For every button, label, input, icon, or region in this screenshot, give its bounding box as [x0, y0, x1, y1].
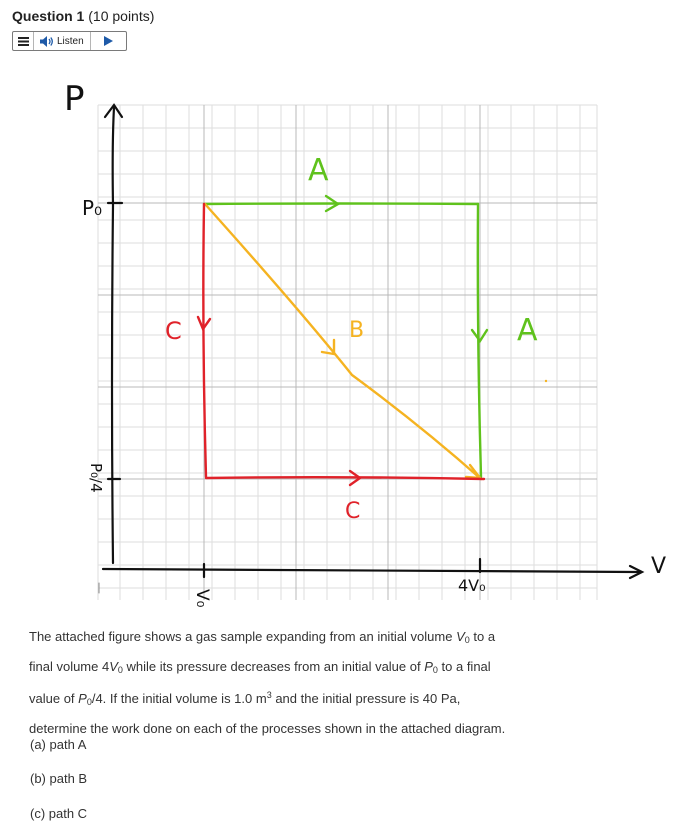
path-b-label: B [349, 318, 365, 343]
part-b-label: (b) path B [30, 771, 88, 786]
question-title [12, 8, 154, 24]
question-number: Question 1 [12, 8, 85, 24]
question-points: (10 points) [88, 8, 155, 24]
p0-label: P₀ [82, 196, 103, 220]
path-c-bottom-label: C [345, 499, 361, 524]
path-a [204, 196, 487, 477]
part-a-label: (a) path A [30, 737, 87, 752]
v0-label: V₀ [192, 589, 212, 608]
menu-button[interactable] [13, 32, 34, 50]
menu-icon [18, 37, 29, 46]
problem-line-2: final volume $4V_0$ while its pressure decreases from an initial value of $P_0$ to a final [29, 658, 491, 675]
play-button[interactable] [91, 32, 126, 50]
listen-toolbar [12, 31, 127, 51]
grid [98, 105, 597, 600]
listen-button[interactable] [34, 32, 91, 50]
problem-line-4: determine the work done on each of the processes shown in the attached diagram. [29, 720, 506, 736]
v4-label: 4V₀ [458, 576, 486, 595]
play-icon [104, 36, 113, 46]
axis-p-label: P [64, 85, 85, 119]
problem-line-3: value of $P_0/4$. If the initial volume is 1.0 $m^3$ and the initial pressure is 40 Pa, [29, 690, 461, 707]
stray-dot [545, 380, 547, 382]
path-c-left-label: C [165, 317, 182, 345]
path-b [205, 204, 481, 479]
pv-diagram [0, 85, 697, 615]
p0-over-4-label: P₀/4 [87, 463, 105, 493]
major-grid [98, 105, 597, 600]
path-c [198, 204, 484, 485]
problem-statement [29, 624, 669, 741]
v-axis-line [103, 569, 640, 572]
problem-line-1: The attached figure shows a gas sample expanding from an initial volume $V_0$ to a [29, 629, 496, 645]
axes [99, 105, 642, 593]
path-a-right-label: A [517, 313, 538, 348]
path-a-label: A [308, 153, 329, 188]
axis-v-label: V [651, 554, 667, 579]
speaker-icon [40, 36, 54, 47]
listen-label: Listen [57, 35, 84, 47]
part-c-label: (c) path C [30, 806, 88, 821]
